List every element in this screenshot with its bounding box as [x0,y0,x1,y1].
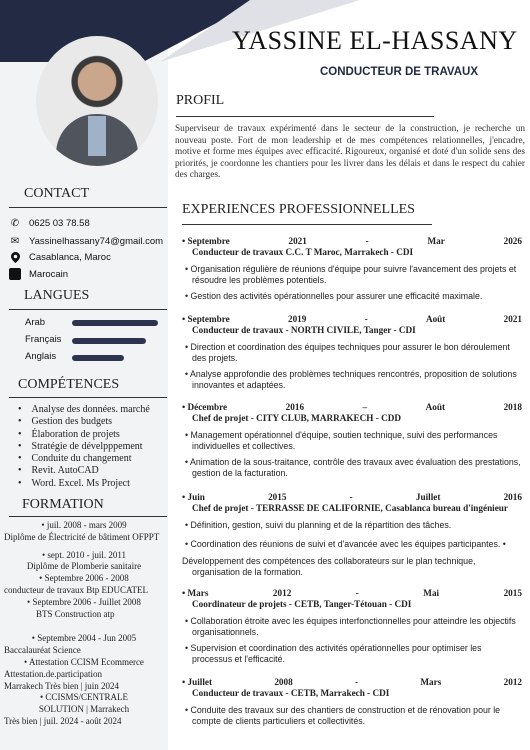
experience-bullet: • Supervision et coordination des activités opérationnelles pour optimiser les processus et l'efficacité. [182,643,522,665]
experience-dates [182,314,522,325]
end-year: 2021 [503,314,522,324]
competences-heading: COMPÉTENCES [18,377,120,392]
email-text: Yassinelhassany74@gmail.com [29,235,164,247]
profile-photo [36,36,158,166]
experience-item [182,402,522,479]
formation-date: • juil. 2008 - mars 2009 [41,520,127,530]
contact-phone[interactable] [9,217,90,229]
start-year: 2016 [285,402,305,412]
experience-dates [182,588,522,599]
date-separator: - [349,492,353,502]
date-separator: - [355,677,359,687]
experience-bullet: • Animation de la sous-traitance, contrôle des travaux avec évaluation des prestations, gestion de la facturation. [182,457,522,479]
start-month: • Juillet [182,677,213,687]
experience-item [182,314,522,391]
job-title: CONDUCTEUR DE TRAVAUX [320,66,479,78]
location-text: Casablanca, Maroc [29,251,111,263]
experience-role: Coordinateur de projets - CETB, Tanger-Tétouan - CDI [192,599,412,609]
competences-rule [9,397,167,398]
langues-rule [9,309,167,310]
profil-heading: PROFIL [176,93,225,108]
experience-item [182,588,522,665]
experience-role: Chef de projet - TERRASSE DE CALIFORNIE, Casablanca bureau d'ingénieur [192,503,508,513]
experience-text-line: Développement des compétences des collaborateurs sur le plan technique, [182,556,476,566]
date-separator: - [364,314,368,324]
skill-item: • Stratégie de dévelpppement [18,441,150,453]
start-month: • Septembre [182,314,230,324]
linkedin-text: Marocain [29,268,69,280]
start-year: 2019 [287,314,307,324]
start-year: 2008 [274,677,293,687]
skill-item: • Élaboration de projets [18,429,150,441]
experience-role: Conducteur de travaux - CETB, Marrakech - CDI [192,688,390,698]
start-month: • Septembre [182,236,230,246]
experience-bullet: • Gestion des activités opérationnelles pour assurer une efficacité maximale. [182,291,522,302]
email-icon: ✉ [10,235,20,247]
experiences-rule [182,224,432,225]
experience-item [182,492,522,578]
end-year: 2012 [503,677,522,687]
date-separator: – [362,402,368,412]
experience-bullet: • Collaboration étroite avec les équipes interfonctionnelles pour atteindre les objectifs organisationnels. [182,616,522,638]
end-month: Mars [420,677,442,687]
experience-bullet: • Direction et coordination des équipes techniques pour assurer le bon déroulement des projets. [182,342,522,364]
formation-rule [9,516,167,517]
phone-text: 0625 03 78.58 [29,217,90,229]
skill-item: • Revit. AutoCAD [18,465,150,477]
linkedin-icon: in [10,268,20,280]
experience-item [182,236,522,302]
experience-dates [182,492,522,503]
lang-bar-francais [72,338,146,344]
lang-bar-anglais [72,355,124,361]
formation-date: • Septembre 2006 - Juillet 2008 [27,596,141,607]
experience-bullet: • Conduite des travaux sur des chantiers de construction et de rénovation pour le compte de clients particuliers et collectivités. [182,705,522,727]
start-year: 2021 [288,236,307,246]
formation-diploma: Très bien | juil. 2024 - août 2024 [4,715,122,726]
location-pin-icon [9,251,21,263]
formation-date: • sept. 2010 - juil. 2011 [41,549,127,560]
end-year: 2018 [503,402,522,412]
skill-item: • Gestion des budgets [18,416,150,428]
formation-date: • Septembre 2006 - 2008 [39,573,129,584]
experience-text [182,556,522,578]
phone-icon: ✆ [10,217,20,229]
profil-text: Superviseur de travaux expérimenté dans le secteur de la construction, je recherche un nouveau poste. Fort de mon leadership et de mes compétences relationnelles, j'encadre, motive et forme mes équipes avec efficacité. Rigoureux, organisé et doté d'un solide sens des priorités, je coordonne les chantiers pour les livrer dans les délais et dans le respect du cahier des charges. [175,124,525,181]
experience-dates [182,402,522,413]
lang-label-arab: Arab [25,317,46,328]
experience-role: Conducteur de travaux - NORTH CIVILE, Tanger - CDI [192,325,416,335]
experience-dates [182,236,522,247]
experience-role: Conducteur de travaux C.C. T Maroc, Marrakech - CDI [192,247,414,257]
end-year: 2016 [503,492,522,502]
profil-rule [176,116,434,117]
formation-diploma: BTS Construction atp [36,608,115,619]
contact-email[interactable] [9,235,163,247]
formation-diploma: Diplôme de Plomberie sanitaire [26,561,142,572]
end-month: Juillet [415,492,441,502]
end-month: Août [425,314,446,324]
lang-label-anglais: Anglais [25,351,57,362]
lang-label-francais: Français [25,334,62,345]
experience-role: Chef de projet - CITY CLUB, MARRAKECH - CDD [192,413,402,423]
formation-diploma: SOLUTION | Marrakech [38,704,130,715]
formation-date: • CCISMS/CENTRALE [40,692,128,703]
experiences-heading: EXPERIENCES PROFESSIONNELLES [182,202,415,217]
contact-heading: CONTACT [24,186,89,201]
end-year: 2015 [503,588,522,598]
end-month: Août [425,402,446,412]
start-month: • Décembre [182,402,228,412]
experience-dates [182,677,522,688]
experience-bullet: • Management opérationnel d'équipe, soutien technique, suivi des performances individuelles et collectives. [182,430,522,452]
experience-bullet: • Définition, gestion, suivi du planning et de la répartition des tâches. [182,520,522,531]
start-month: • Mars [182,588,209,598]
formation-heading: FORMATION [22,497,104,512]
start-year: 2012 [272,588,292,598]
contact-linkedin[interactable] [9,268,68,280]
skill-item: • Conduite du changement [18,453,150,465]
formation-date: • Attestation CCISM Ecommerce [24,656,144,667]
date-separator: - [365,236,369,246]
formation-diploma: Baccalauréat Science [4,645,81,656]
lang-bar-arab [72,320,158,326]
formation-diploma: Marrakech Très bien | juin 2024 [4,680,120,691]
contact-rule [9,207,167,208]
experience-bullet: • Analyse approfondie des problèmes techniques rencontrés, proposition de solutions innovantes et adaptées. [182,369,522,391]
formation-list [4,520,164,728]
formation-diploma: conducteur de travaux Btp EDUCATEL [4,584,148,595]
end-year: 2026 [503,236,522,246]
photo-shirt [88,116,106,156]
experience-item [182,677,522,727]
skill-item: • Word. Excel. Ms Project [18,478,150,490]
experience-bullet: • Coordination des réunions de suivi et d'avancée avec les équipes participantes. • [182,539,522,550]
langues-heading: LANGUES [24,288,90,303]
formation-diploma: Diplôme de Électricité de bâtiment OFPPT [4,531,160,542]
formation-diploma: Attestation.de.participation [4,668,102,679]
end-month: Mar [427,236,445,246]
experience-bullet: • Organisation régulière de réunions d'équipe pour suivre l'avancement des projets et résoudre les problèmes potentiels. [182,264,522,286]
start-year: 2015 [268,492,287,502]
experience-text-line: organisation de la formation. [192,567,304,577]
skills-list [18,404,150,490]
end-month: Mai [423,588,440,598]
start-month: • Juin [182,492,205,502]
formation-date: • Septembre 2004 - Jun 2005 [31,633,137,644]
date-separator: - [355,588,359,598]
contact-location [9,251,111,263]
skill-item: • Analyse des données. marché [18,404,150,416]
candidate-name: YASSINE EL-HASSANY [232,26,518,55]
